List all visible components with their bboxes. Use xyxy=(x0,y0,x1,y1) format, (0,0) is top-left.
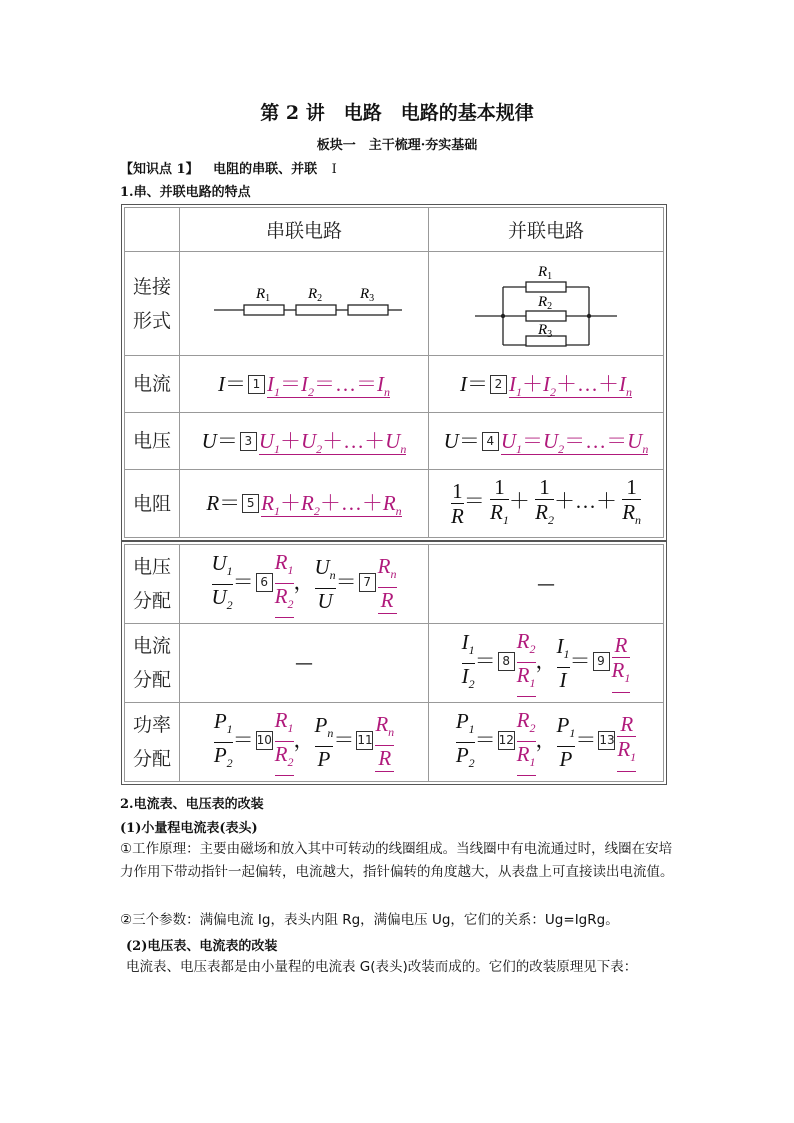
distribution-table xyxy=(121,541,667,785)
blank-13: 13 xyxy=(598,731,615,750)
parallel-current-dist-formula: $\frac{I_1}{I_2}$ ＝ 8 $\frac{R_2}{R_1}$ ， $\frac{I_1}{I}$ ＝ 9 $\frac{R}{R_1}$ xyxy=(429,624,664,703)
svg-text:R1: $R_1$ xyxy=(256,285,271,304)
parallel-voltage-dist: — xyxy=(429,545,664,624)
series-current-formula: I＝ 1 $I_1=I_2=\dots=I_n$ xyxy=(180,356,429,413)
knowledge-point-heading xyxy=(120,158,337,177)
section-subtitle: 板块一 主干梳理·夯实基础 xyxy=(316,138,478,153)
blank-5: 5 xyxy=(242,494,259,513)
blank-11: 11 xyxy=(356,731,373,750)
series-voltage-formula: U＝ 3 $U_1+U_2+\dots+U_n$ xyxy=(180,413,429,470)
parallel-voltage-formula: U＝ 4 $U_1=U_2=\dots=U_n$ xyxy=(429,413,664,470)
blank-8: 8 xyxy=(498,652,515,671)
paragraph-conversion: 电流表、电压表都是由小量程的电流表 G(表头)改装而成的。它们的改装原理见下表： xyxy=(126,959,638,975)
parallel-diagram-cell xyxy=(429,252,664,356)
label-connection: 连接形式 xyxy=(125,252,180,356)
series-parallel-table xyxy=(121,204,667,541)
label-resistance: 电阻 xyxy=(125,470,180,538)
parallel-power-dist-formula: $\frac{P_1}{P_2}$ ＝ 12 $\frac{R_2}{R_1}$ ， $\frac{P_1}{P}$ ＝ 13 $\frac{R}{R_1}$ xyxy=(429,703,664,782)
svg-text:R1: $R_1$ xyxy=(538,263,553,282)
header-empty xyxy=(125,208,180,252)
label-power-dist: 功率分配 xyxy=(125,703,180,782)
parallel-circuit-diagram xyxy=(471,254,621,350)
paragraph-three-params: ②三个参数：满偏电流 Ig，表头内阻 Rg，满偏电压 Ug，它们的关系：Ug=IgRg。 xyxy=(120,912,619,928)
section-heading-2: 2.电流表、电压表的改装 xyxy=(120,797,264,812)
series-power-dist-formula: $\frac{P_1}{P_2}$ ＝ 10 $\frac{R_1}{R_2}$ ， $\frac{P_n}{P}$ ＝ 11 $\frac{R_n}{R}$ xyxy=(180,703,429,782)
section-heading-1: 1.串、并联电路的特点 xyxy=(120,185,251,200)
svg-text:R2: $R_2$ xyxy=(308,285,323,304)
blank-4: 4 xyxy=(482,432,499,451)
knowledge-point-tag: 【知识点 1】 xyxy=(120,162,199,177)
blank-9: 9 xyxy=(593,652,610,671)
label-voltage-dist: 电压分配 xyxy=(125,545,180,624)
blank-1: 1 xyxy=(248,375,265,394)
blank-2: 2 xyxy=(490,375,507,394)
parallel-current-formula: I＝ 2 $I_1+I_2+\dots+I_n$ xyxy=(429,356,664,413)
header-series: 串联电路 xyxy=(180,208,429,252)
series-voltage-dist-formula: $\frac{U_1}{U_2}$ ＝ 6 $\frac{R_1}{R_2}$ ， $\frac{U_n}{U}$ ＝ 7 $\frac{R_n}{R}$ xyxy=(180,545,429,624)
series-current-dist: — xyxy=(180,624,429,703)
blank-3: 3 xyxy=(240,432,257,451)
blank-12: 12 xyxy=(498,731,515,750)
svg-text:R3: $R_3$ xyxy=(360,285,375,304)
header-parallel: 并联电路 xyxy=(429,208,664,252)
series-resistance-formula: R＝ 5 $R_1+R_2+\dots+R_n$ xyxy=(180,470,429,538)
parallel-resistance-formula: $\frac{1}{R}$ ＝ $\frac{1}{R_1}$ ＋ $\frac{1}{R_2}$ ＋…＋ $\frac{1}{R_n}$ xyxy=(429,470,664,538)
section-heading-2-1: (1)小量程电流表(表头) xyxy=(120,821,258,836)
blank-7: 7 xyxy=(359,573,376,592)
series-circuit-diagram xyxy=(204,272,404,332)
label-current-dist: 电流分配 xyxy=(125,624,180,703)
label-current: 电流 xyxy=(125,356,180,413)
knowledge-point-text: 电阻的串联、并联 xyxy=(213,162,318,177)
svg-text:R3: $R_3$ xyxy=(538,321,553,340)
label-voltage: 电压 xyxy=(125,413,180,470)
blank-6: 6 xyxy=(256,573,273,592)
paragraph-working-principle: ①工作原理：主要由磁场和放入其中可转动的线圈组成。当线圈中有电流通过时，线圈在安培力作用下带动指针一起偏转，电流越大，指针偏转的角度越大，从表盘上可直接读出电流值。 xyxy=(120,841,674,880)
svg-text:R2: $R_2$ xyxy=(538,293,553,312)
page-title: 第 2 讲 电路 电路的基本规律 xyxy=(260,102,534,124)
series-diagram-cell xyxy=(180,252,429,356)
blank-10: 10 xyxy=(256,731,273,750)
knowledge-point-level: Ⅰ xyxy=(331,162,337,177)
section-heading-2-2: (2)电压表、电流表的改装 xyxy=(126,939,278,954)
